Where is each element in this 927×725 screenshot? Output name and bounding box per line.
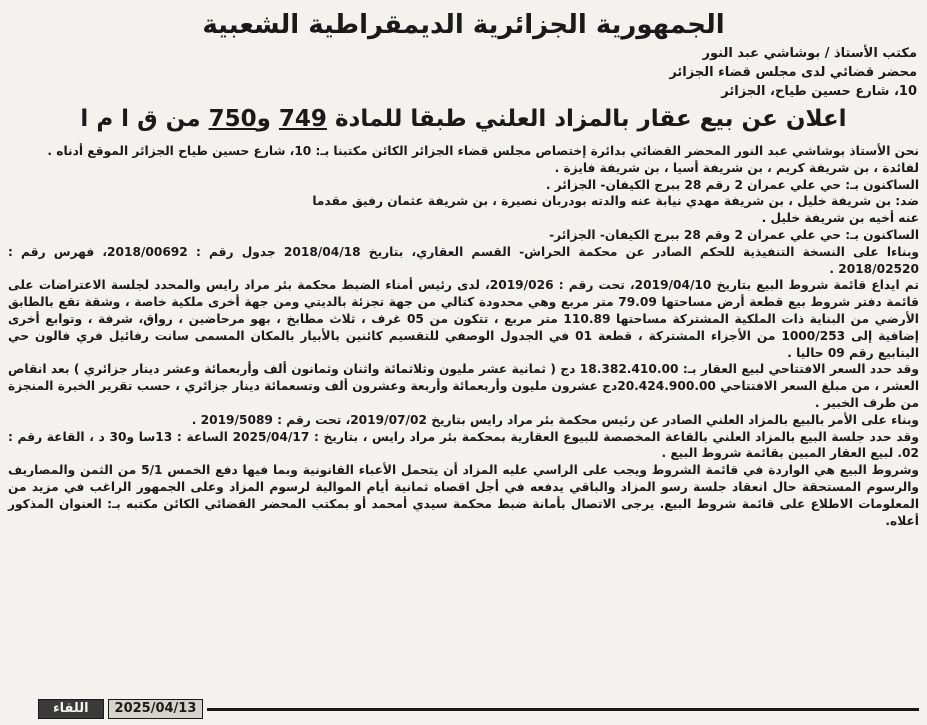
newspaper-name: اللقاء	[38, 699, 104, 719]
bailiff-statement: نحن الأستاذ بوشاشي عبد النور المحضر القضائي بدائرة إختصاص مجلس قضاء الجزائر الكائن مكتبنا بـ: 10، شارع حسين طياح الجزائر الموقع أدناه .	[47, 144, 919, 158]
sale-order: وبناء على الأمر بالبيع بالمزاد العلني الصادر عن رئيس محكمة بئر مراد رايس بتاريخ 2019/07/02، تحت رقم : 2019/5089 .	[191, 412, 919, 427]
bailiff-office-block	[8, 44, 919, 101]
beneficiaries: لفائدة ، بن شريفة كريم ، بن شريفة أسيا ، بن شريفة فايزة .	[554, 160, 919, 175]
judgment-reference: وبناءا على النسخة التنفيذية للحكم الصادر عن محكمة الحراش- القسم العقاري، بتاريخ 2018/04/18 جدول رقم : 2018/00692، فهرس رقم : 2018/02520 .	[8, 244, 919, 276]
defendants-continued: عنه أخيه بن شريفة خليل .	[761, 211, 919, 226]
footer-rule	[207, 708, 919, 711]
publication-footer	[8, 697, 919, 721]
auction-session: وقد حدد جلسة البيع بالمزاد العلني بالقاعة المخصصة للبيوع العقارية بمحكمة بئر مراد رايس ، بتاريخ : 2025/04/17 الساعة : 13سا و30 د ، القاعة رقم : 02. لبيع العقار المبين بقائمة شروط البيع .	[8, 429, 919, 461]
sale-conditions: وشروط البيع هي الواردة في قائمة الشروط ويجب على الراسي عليه المزاد أن يتحمل الأعباء القانونية وبما فيها دفع الخمس 5/1 من الثمن والمصاريف والرسوم المستحقة حال انعقاد جلسة رسو المزاد والباقي يدفعه في أجل اقصاه ثمانية أيام الموالية لرسوم المزاد وعلى الجمهور الراغب في مزيد من المعلومات الاطلاع على قائمة شروط البيع. يرجى الاتصال بأمانة ضبط محكمة سيدي أمحمد أو بمكتب المحضر القضائي الكائن مكتبه بـ: العنوان المذكور أعلاه.	[8, 463, 920, 528]
article-749: 749	[278, 106, 327, 132]
title-text-end: من ق ا م ا	[80, 106, 209, 132]
publication-date: 2025/04/13	[108, 699, 204, 719]
announcement-title	[8, 103, 919, 135]
title-text-start: اعلان عن بيع عقار بالمزاد العلني طبقا للمادة	[326, 106, 847, 132]
republic-title: الجمهورية الجزائرية الديمقراطية الشعبية	[202, 10, 725, 40]
property-description: تم ايداع قائمة شروط البيع بتاريخ 2019/04/10، تحت رقم : 2019/026، لدى رئيس أمناء الضبط محكمة بئر مراد رايس والمحدد لجلسة الاعتراضات على قائمة دفتر شروط بيع قطعة أرض مساحتها 79.09 متر مربع وهي محدودة كتالي من جهة تجزئة بالديتي ومن جهة أخرى ملكية خاصة ، وشقة تقع بالطابق الأرضي من البناية ذات الملكية المشتركة مساحتها 110.89 متر مربع ، تتكون من 05 غرف ، ثلاث مطابخ ، بهو مرحاضين ، رواق، شرفة ، وتوابع أخرى إضافية إلى 1000/253 من الأجزاء المشتركة ، قطعة 01 في الجدول الوصفي للتقسيم كائنين بالأبيار بالمكان المسمى سانت رفائيل فري فالون حي الينابيع رقم 09 حاليا .	[8, 278, 919, 360]
office-name: مكتب الأستاذ / بوشاشي عبد النور	[702, 46, 917, 61]
defendants: ضد: بن شريفة خليل ، بن شريفة مهدي نيابة عنه والدته بودربان نصيرة ، بن شريفة عثمان رفيق مقدما	[312, 194, 919, 209]
beneficiaries-address: الساكنون بـ: حي علي عمران 2 رقم 28 ببرج الكيفان- الجزائر .	[545, 177, 919, 192]
office-court: محضر قضائي لدى مجلس قضاء الجزائر	[669, 65, 917, 80]
defendants-address: الساكنون بـ: حي علي عمران 2 وقم 28 ببرج الكيفان- الجزائر-	[549, 227, 919, 242]
office-address: 10، شارع حسين طياح، الجزائر	[721, 84, 917, 99]
opening-price: وقد حدد السعر الافتتاحي لبيع العقار بـ: 18.382.410.00 دج ( ثمانية عشر مليون وثلاثمائة واثنان وثمانون ألف وأربعمائة وعشر دينار جزائري ) بعد انقاص العشر ، من مبلغ السعر الافتتاحي 20.424.900.00دج عشرون مليون وأربعمائة وأربعة وعشرون ألف وتسعمائة دينار جزائري ، حسب تقرير الخبرة المنجزة من طرف الخبير .	[8, 362, 920, 410]
article-750: 750	[208, 106, 257, 132]
title-and: و	[256, 106, 279, 132]
announcement-body	[8, 143, 919, 529]
